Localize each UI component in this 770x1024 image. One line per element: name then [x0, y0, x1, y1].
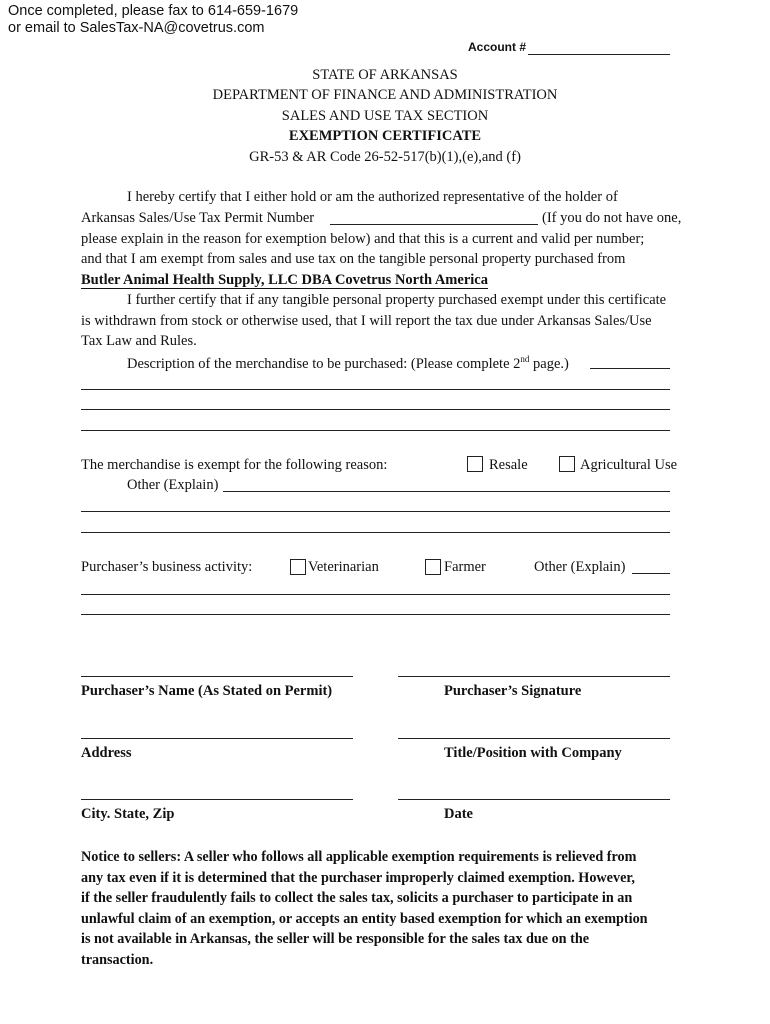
account-number-field[interactable] — [528, 54, 670, 55]
purchaser-signature-label: Purchaser’s Signature — [444, 683, 582, 699]
description-field-inline[interactable] — [590, 368, 670, 369]
further-certify-line-1: I further certify that if any tangible personal property purchased exempt under this certificate — [127, 292, 667, 308]
fax-email-note — [8, 3, 298, 37]
title-position-label: Title/Position with Company — [444, 745, 622, 761]
merchandise-description-label — [127, 354, 569, 373]
certify-line-3: please explain in the reason for exemption below) and that this is a current and valid per number; — [81, 231, 645, 247]
department-heading: DEPARTMENT OF FINANCE AND ADMINISTRATION — [212, 87, 558, 103]
agricultural-use-checkbox[interactable] — [559, 456, 575, 472]
seller-company-name: Butler Animal Health Supply, LLC DBA Covetrus North America — [81, 272, 488, 288]
description-prefix: Description of the merchandise to be purchased: (Please complete 2 — [127, 355, 521, 372]
section-heading: SALES AND USE TAX SECTION — [281, 108, 489, 124]
farmer-label: Farmer — [444, 559, 486, 575]
description-line-3[interactable] — [81, 430, 670, 431]
activity-other-field[interactable] — [632, 573, 670, 574]
farmer-checkbox[interactable] — [425, 559, 441, 575]
reason-other-field[interactable] — [223, 491, 670, 492]
resale-checkbox[interactable] — [467, 456, 483, 472]
further-certify-line-3: Tax Law and Rules. — [81, 333, 197, 349]
certificate-title: EXEMPTION CERTIFICATE — [288, 128, 482, 144]
no-permit-note: (If you do not have one, — [542, 210, 682, 226]
date-field[interactable] — [398, 799, 670, 800]
date-label: Date — [444, 806, 473, 822]
purchaser-name-label: Purchaser’s Name (As Stated on Permit) — [81, 683, 333, 699]
city-state-zip-label: City. State, Zip — [81, 806, 175, 822]
email-note-line: or email to SalesTax-NA@covetrus.com — [8, 20, 265, 36]
activity-line-2[interactable] — [81, 614, 670, 615]
address-label: Address — [81, 745, 132, 761]
activity-other-label: Other (Explain) — [534, 559, 626, 575]
address-field[interactable] — [81, 738, 353, 739]
reason-line-2[interactable] — [81, 532, 670, 533]
agricultural-use-label: Agricultural Use — [580, 457, 678, 473]
account-label: Account # — [468, 40, 527, 54]
description-line-1[interactable] — [81, 389, 670, 390]
exemption-reason-label: The merchandise is exempt for the following reason: — [81, 457, 388, 473]
permit-number-label: Arkansas Sales/Use Tax Permit Number — [81, 210, 315, 226]
notice-line-1: Notice to sellers: A seller who follows all applicable exemption requirements is relieved from — [81, 849, 637, 865]
notice-line-2: any tax even if it is determined that the purchaser improperly claimed exemption. However, — [81, 869, 635, 886]
notice-line-6: transaction. — [81, 951, 154, 968]
city-state-zip-field[interactable] — [81, 799, 353, 800]
activity-line-1[interactable] — [81, 594, 670, 595]
title-position-field[interactable] — [398, 738, 670, 739]
purchaser-name-field[interactable] — [81, 676, 353, 677]
permit-number-field[interactable] — [330, 224, 538, 225]
description-superscript: nd — [520, 354, 530, 364]
description-suffix: page.) — [529, 355, 569, 372]
notice-to-sellers — [81, 847, 648, 970]
code-reference: GR-53 & AR Code 26-52-517(b)(1),(e),and (f) — [249, 149, 521, 165]
business-activity-label: Purchaser’s business activity: — [81, 559, 253, 575]
certify-line-1: I hereby certify that I either hold or am the authorized representative of the holder of — [127, 189, 618, 205]
notice-line-3: if the seller fraudulently fails to collect the sales tax, solicits a purchaser to participate in an — [81, 890, 633, 906]
reason-line-1[interactable] — [81, 511, 670, 512]
further-certify-line-2: is withdrawn from stock or otherwise used, that I will report the tax due under Arkansas Sales/Use — [81, 313, 652, 329]
fax-note-line: Once completed, please fax to 614-659-1679 — [8, 3, 299, 19]
veterinarian-label: Veterinarian — [308, 559, 379, 575]
certify-line-4: and that I am exempt from sales and use tax on the tangible personal property purchased from — [81, 251, 626, 267]
description-line-2[interactable] — [81, 409, 670, 410]
resale-label: Resale — [489, 457, 528, 473]
reason-other-label: Other (Explain) — [127, 477, 219, 493]
notice-line-4: unlawful claim of an exemption, or accepts an entity based exemption for which an exemption — [81, 910, 648, 927]
notice-line-5: is not available in Arkansas, the seller will be responsible for the sales tax due on the — [81, 931, 590, 947]
state-heading: STATE OF ARKANSAS — [312, 67, 458, 83]
purchaser-signature-field[interactable] — [398, 676, 670, 677]
veterinarian-checkbox[interactable] — [290, 559, 306, 575]
